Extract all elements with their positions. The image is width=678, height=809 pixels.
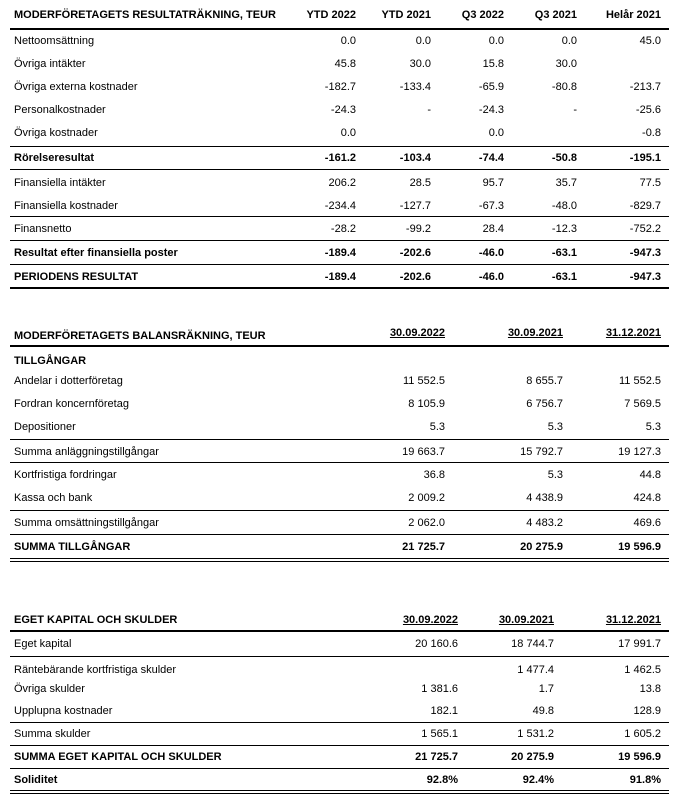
balance-col-2: 30.09.2021 bbox=[507, 327, 563, 339]
income-cell: -50.8 bbox=[551, 152, 577, 164]
equity-cell: 17 991.7 bbox=[618, 638, 661, 650]
income-cell: 30.0 bbox=[555, 58, 577, 70]
income-row bbox=[10, 267, 669, 287]
balance-row bbox=[10, 465, 669, 485]
balance-row bbox=[10, 442, 669, 462]
income-col-ytd2021: YTD 2021 bbox=[381, 9, 431, 21]
income-cell: -80.8 bbox=[551, 81, 577, 93]
equity-cell: 128.9 bbox=[633, 705, 661, 717]
income-cell: 15.8 bbox=[482, 58, 504, 70]
income-cell: 0.0 bbox=[488, 35, 504, 47]
income-cell: 95.7 bbox=[482, 177, 504, 189]
equity-rule bbox=[10, 793, 669, 794]
balance-cell: 20 275.9 bbox=[520, 541, 563, 553]
equity-cell: 92.8% bbox=[426, 774, 458, 786]
income-cell: 0.0 bbox=[561, 35, 577, 47]
equity-row-label: Eget kapital bbox=[14, 638, 72, 650]
balance-cell: 44.8 bbox=[639, 469, 661, 481]
income-row-label: Finansnetto bbox=[14, 223, 72, 235]
equity-header-rule bbox=[10, 630, 669, 632]
income-row-label: Nettoomsättning bbox=[14, 35, 95, 47]
balance-cell: 11 552.5 bbox=[402, 375, 445, 387]
balance-cell: 2 062.0 bbox=[408, 517, 445, 529]
balance-row-label: Kassa och bank bbox=[14, 492, 93, 504]
income-cell: -189.4 bbox=[324, 271, 356, 283]
income-row bbox=[10, 100, 669, 120]
income-cell: -182.7 bbox=[324, 81, 356, 93]
equity-rule bbox=[10, 768, 669, 769]
income-cell: 0.0 bbox=[488, 127, 504, 139]
income-cell: -202.6 bbox=[399, 271, 431, 283]
income-row bbox=[10, 243, 669, 263]
equity-cell: 1 565.1 bbox=[421, 728, 458, 740]
income-cell: -24.3 bbox=[330, 104, 356, 116]
income-cell: -133.4 bbox=[399, 81, 431, 93]
balance-cell: 424.8 bbox=[633, 492, 661, 504]
income-row-label: Personalkostnader bbox=[14, 104, 106, 116]
income-cell: -213.7 bbox=[629, 81, 661, 93]
income-cell: -63.1 bbox=[551, 247, 577, 259]
income-rule bbox=[10, 287, 669, 289]
equity-cell: 92.4% bbox=[522, 774, 554, 786]
balance-section-tillgangar: TILLGÅNGAR bbox=[14, 355, 87, 367]
equity-cell: 49.8 bbox=[532, 705, 554, 717]
income-cell: -947.3 bbox=[629, 247, 661, 259]
income-cell: -103.4 bbox=[399, 152, 431, 164]
income-cell: 28.4 bbox=[482, 223, 504, 235]
balance-row bbox=[10, 371, 669, 391]
equity-cell: 1 462.5 bbox=[624, 664, 661, 676]
equity-row-label: Övriga skulder bbox=[14, 683, 85, 695]
income-cell: -12.3 bbox=[551, 223, 577, 235]
equity-row bbox=[10, 701, 669, 721]
equity-row-label: SUMMA EGET KAPITAL OCH SKULDER bbox=[14, 751, 222, 763]
income-row bbox=[10, 219, 669, 239]
equity-cell: 1 477.4 bbox=[517, 664, 554, 676]
balance-cell: 6 756.7 bbox=[526, 398, 563, 410]
balance-cell: 4 483.2 bbox=[526, 517, 563, 529]
income-cell: -189.4 bbox=[324, 247, 356, 259]
equity-row bbox=[10, 724, 669, 744]
balance-rule bbox=[10, 561, 669, 562]
equity-col-1: 30.09.2022 bbox=[402, 614, 458, 626]
equity-title: EGET KAPITAL OCH SKULDER bbox=[14, 614, 178, 626]
income-col-q32022: Q3 2022 bbox=[461, 9, 504, 21]
income-cell: -0.8 bbox=[642, 127, 661, 139]
balance-rule bbox=[10, 439, 669, 440]
balance-cell: 5.3 bbox=[547, 421, 563, 433]
equity-cell: 20 275.9 bbox=[511, 751, 554, 763]
income-row-label: PERIODENS RESULTAT bbox=[14, 271, 139, 283]
equity-cell: 19 596.9 bbox=[618, 751, 661, 763]
balance-cell: 8 105.9 bbox=[408, 398, 445, 410]
income-row bbox=[10, 173, 669, 193]
income-cell: -25.6 bbox=[635, 104, 661, 116]
balance-title: MODERFÖRETAGETS BALANSRÄKNING, TEUR bbox=[14, 330, 266, 342]
balance-cell: 5.3 bbox=[645, 421, 661, 433]
equity-cell: 182.1 bbox=[430, 705, 458, 717]
balance-header-rule bbox=[10, 345, 669, 347]
balance-cell: 5.3 bbox=[429, 421, 445, 433]
equity-row bbox=[10, 770, 669, 790]
income-cell: -46.0 bbox=[478, 271, 504, 283]
income-cell: -127.7 bbox=[399, 200, 431, 212]
income-rule bbox=[10, 146, 669, 147]
equity-row-label: Räntebärande kortfristiga skulder bbox=[14, 664, 177, 676]
income-cell: -67.3 bbox=[478, 200, 504, 212]
income-cell: 35.7 bbox=[555, 177, 577, 189]
income-col-ytd2022: YTD 2022 bbox=[306, 9, 356, 21]
balance-row bbox=[10, 417, 669, 437]
equity-cell: 91.8% bbox=[629, 774, 661, 786]
income-cell: -195.1 bbox=[629, 152, 661, 164]
income-cell: -202.6 bbox=[399, 247, 431, 259]
balance-cell: 7 569.5 bbox=[624, 398, 661, 410]
balance-cell: 11 552.5 bbox=[618, 375, 661, 387]
balance-row bbox=[10, 537, 669, 557]
equity-cell: 1.7 bbox=[538, 683, 554, 695]
balance-cell: 8 655.7 bbox=[526, 375, 563, 387]
equity-cell: 13.8 bbox=[639, 683, 661, 695]
balance-row bbox=[10, 394, 669, 414]
balance-cell: 19 127.3 bbox=[618, 446, 661, 458]
equity-rule bbox=[10, 722, 669, 723]
equity-rule bbox=[10, 745, 669, 746]
balance-row-label: Summa anläggningstillgångar bbox=[14, 446, 159, 458]
income-cell: -752.2 bbox=[629, 223, 661, 235]
balance-row-label: Summa omsättningstillgångar bbox=[14, 517, 159, 529]
income-title: MODERFÖRETAGETS RESULTATRÄKNING, TEUR bbox=[14, 9, 276, 21]
balance-cell: 36.8 bbox=[423, 469, 445, 481]
equity-cell: 18 744.7 bbox=[511, 638, 554, 650]
income-cell: 206.2 bbox=[328, 177, 356, 189]
balance-cell: 19 596.9 bbox=[618, 541, 661, 553]
income-header-rule bbox=[10, 28, 669, 30]
equity-cell: 1 531.2 bbox=[517, 728, 554, 740]
balance-rule bbox=[10, 462, 669, 463]
income-col-helar2021: Helår 2021 bbox=[605, 9, 661, 21]
balance-cell: 15 792.7 bbox=[520, 446, 563, 458]
income-cell: 28.5 bbox=[409, 177, 431, 189]
income-cell: 30.0 bbox=[409, 58, 431, 70]
income-cell: -65.9 bbox=[478, 81, 504, 93]
income-cell: -28.2 bbox=[330, 223, 356, 235]
income-rule bbox=[10, 169, 669, 170]
equity-col-3: 31.12.2021 bbox=[605, 614, 661, 626]
balance-rule bbox=[10, 510, 669, 511]
income-cell: -46.0 bbox=[478, 247, 504, 259]
balance-cell: 21 725.7 bbox=[402, 541, 445, 553]
balance-row bbox=[10, 513, 669, 533]
income-cell: - bbox=[573, 104, 577, 116]
income-row-label: Övriga intäkter bbox=[14, 58, 86, 70]
income-row bbox=[10, 31, 669, 51]
income-cell: 77.5 bbox=[639, 177, 661, 189]
income-cell: -48.0 bbox=[551, 200, 577, 212]
equity-row bbox=[10, 660, 669, 680]
income-row-label: Rörelseresultat bbox=[14, 152, 95, 164]
income-cell: -829.7 bbox=[629, 200, 661, 212]
balance-cell: 469.6 bbox=[633, 517, 661, 529]
income-cell: -947.3 bbox=[629, 271, 661, 283]
balance-col-1: 30.09.2022 bbox=[389, 327, 445, 339]
income-rule bbox=[10, 264, 669, 265]
income-cell: 0.0 bbox=[340, 127, 356, 139]
balance-cell: 5.3 bbox=[547, 469, 563, 481]
balance-row-label: SUMMA TILLGÅNGAR bbox=[14, 541, 131, 553]
income-cell: - bbox=[427, 104, 431, 116]
equity-cell: 20 160.6 bbox=[415, 638, 458, 650]
equity-row bbox=[10, 747, 669, 767]
income-row-label: Övriga externa kostnader bbox=[14, 81, 138, 93]
income-cell: 45.0 bbox=[639, 35, 661, 47]
income-row-label: Övriga kostnader bbox=[14, 127, 98, 139]
income-row-label: Finansiella intäkter bbox=[14, 177, 106, 189]
balance-cell: 2 009.2 bbox=[408, 492, 445, 504]
income-row-label: Finansiella kostnader bbox=[14, 200, 118, 212]
income-cell: 0.0 bbox=[340, 35, 356, 47]
equity-row-label: Upplupna kostnader bbox=[14, 705, 113, 717]
balance-row-label: Andelar i dotterföretag bbox=[14, 375, 123, 387]
balance-row-label: Depositioner bbox=[14, 421, 76, 433]
income-row bbox=[10, 123, 669, 143]
balance-col-3: 31.12.2021 bbox=[605, 327, 661, 339]
income-row bbox=[10, 148, 669, 168]
balance-row bbox=[10, 488, 669, 508]
balance-cell: 19 663.7 bbox=[402, 446, 445, 458]
income-row bbox=[10, 77, 669, 97]
equity-rule bbox=[10, 790, 669, 791]
income-cell: -24.3 bbox=[478, 104, 504, 116]
balance-cell: 4 438.9 bbox=[526, 492, 563, 504]
income-row bbox=[10, 196, 669, 216]
balance-row-label: Kortfristiga fordringar bbox=[14, 469, 117, 481]
income-cell: 0.0 bbox=[415, 35, 431, 47]
equity-cell: 1 381.6 bbox=[421, 683, 458, 695]
equity-col-2: 30.09.2021 bbox=[498, 614, 554, 626]
equity-row-label: Soliditet bbox=[14, 774, 58, 786]
equity-rule bbox=[10, 656, 669, 657]
income-rule bbox=[10, 216, 669, 217]
balance-row-label: Fordran koncernföretag bbox=[14, 398, 129, 410]
income-cell: 45.8 bbox=[334, 58, 356, 70]
income-cell: -234.4 bbox=[324, 200, 356, 212]
equity-row bbox=[10, 679, 669, 699]
income-col-q32021: Q3 2021 bbox=[534, 9, 577, 21]
income-cell: -74.4 bbox=[478, 152, 504, 164]
income-rule bbox=[10, 240, 669, 241]
equity-cell: 1 605.2 bbox=[624, 728, 661, 740]
balance-rule bbox=[10, 534, 669, 535]
income-row-label: Resultat efter finansiella poster bbox=[14, 247, 178, 259]
equity-cell: 21 725.7 bbox=[415, 751, 458, 763]
income-cell: -161.2 bbox=[324, 152, 356, 164]
equity-row-label: Summa skulder bbox=[14, 728, 91, 740]
income-row bbox=[10, 54, 669, 74]
balance-rule bbox=[10, 558, 669, 559]
income-cell: -99.2 bbox=[405, 223, 431, 235]
equity-row bbox=[10, 634, 669, 654]
income-cell: -63.1 bbox=[551, 271, 577, 283]
